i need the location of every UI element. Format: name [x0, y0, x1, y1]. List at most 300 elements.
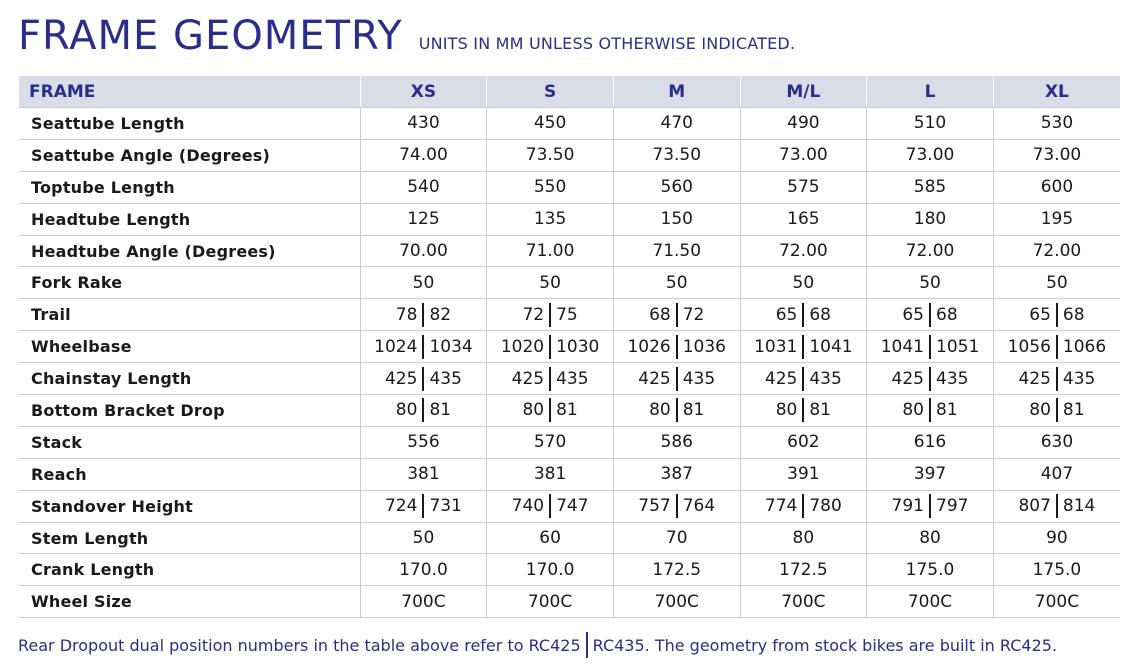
rc435-value: 81: [429, 400, 452, 421]
rc425-value: 425: [511, 368, 545, 389]
table-cell: [740, 108, 867, 140]
table-cell: [360, 299, 487, 331]
value-divider: [549, 398, 551, 422]
cell-value: 470: [660, 113, 693, 134]
table-cell: [360, 139, 487, 171]
rc435-value: 68: [1062, 304, 1085, 325]
cell-value: 135: [533, 209, 567, 230]
cell-value: 50: [539, 272, 561, 293]
table-cell: [613, 331, 740, 363]
table-cell: [613, 267, 740, 299]
geometry-table: [19, 76, 1120, 618]
table-cell: [613, 235, 740, 267]
table-body: [19, 108, 1120, 618]
cell-value: 630: [1040, 432, 1074, 453]
cell-value: 550: [533, 177, 567, 198]
table-cell: [360, 426, 487, 458]
dual-position-value: [776, 303, 831, 327]
column-header-size: M/L: [740, 76, 867, 108]
table-cell: [360, 586, 487, 618]
table-cell: [740, 426, 867, 458]
table-cell: [613, 426, 740, 458]
table-cell: [487, 139, 614, 171]
table-cell: [993, 331, 1120, 363]
cell-value: 700C: [654, 591, 699, 612]
table-cell: [993, 426, 1120, 458]
dual-position-value: [649, 303, 704, 327]
cell-value: 73.00: [1032, 145, 1082, 166]
table-cell: [867, 171, 994, 203]
dual-position-value: [512, 367, 589, 391]
rc425-value: 1031: [754, 336, 798, 357]
cell-value: 195: [1040, 209, 1074, 230]
row-label: Standover Height: [19, 490, 360, 522]
footnote-text-before: Rear Dropout dual position numbers in the table above refer to RC425: [18, 635, 581, 655]
table-cell: [613, 139, 740, 171]
table-cell: [613, 363, 740, 395]
value-divider: [549, 494, 551, 518]
cell-value: 70.00: [399, 241, 448, 261]
rc435-value: 1030: [556, 336, 600, 357]
cell-value: 125: [407, 209, 440, 230]
rc435-value: 82: [429, 304, 452, 325]
table-cell: [360, 490, 487, 522]
table-row: [19, 426, 1120, 458]
table-cell: [740, 490, 867, 522]
row-label: Stem Length: [19, 522, 360, 554]
table-cell: [740, 139, 867, 171]
table-cell: [740, 203, 867, 235]
table-cell: [740, 363, 867, 395]
rc425-value: 72: [522, 304, 545, 325]
rc435-value: 435: [556, 368, 589, 389]
cell-value: 80: [792, 528, 815, 549]
rc425-value: 1024: [374, 336, 418, 357]
units-note: UNITS IN MM UNLESS OTHERWISE INDICATED.: [418, 34, 796, 53]
table-cell: [487, 363, 614, 395]
rc425-value: 425: [891, 368, 924, 389]
dual-position-value: [892, 494, 969, 518]
cell-value: 150: [660, 209, 693, 230]
table-cell: [487, 586, 614, 618]
table-row: [19, 139, 1120, 171]
dual-position-value: [765, 494, 842, 518]
table-cell: [613, 395, 740, 427]
row-label: Trail: [19, 299, 360, 331]
rc425-value: 80: [395, 400, 418, 421]
cell-value: 172.5: [652, 559, 702, 580]
table-cell: [993, 522, 1120, 554]
table-cell: [487, 331, 614, 363]
table-cell: [487, 490, 614, 522]
cell-value: 570: [533, 432, 567, 453]
rc435-value: 1034: [429, 336, 473, 357]
rc425-value: 807: [1018, 496, 1051, 517]
cell-value: 172.5: [779, 559, 828, 580]
table-cell: [993, 235, 1120, 267]
dual-position-value: [1029, 303, 1084, 327]
rc425-value: 1056: [1007, 336, 1051, 357]
cell-value: 72.00: [905, 241, 955, 261]
table-cell: [867, 490, 994, 522]
table-cell: [613, 490, 740, 522]
cell-value: 430: [407, 113, 440, 134]
cell-value: 510: [913, 113, 947, 134]
table-cell: [867, 586, 994, 618]
value-divider: [676, 398, 678, 422]
table-cell: [993, 458, 1120, 490]
rc435-value: 797: [936, 496, 969, 517]
rc425-value: 724: [384, 496, 418, 517]
table-row: [19, 395, 1120, 427]
value-divider: [1056, 335, 1058, 359]
rc425-value: 425: [638, 368, 671, 389]
rc425-value: 425: [764, 368, 798, 389]
cell-value: 175.0: [905, 559, 955, 580]
rc435-value: 435: [809, 368, 842, 389]
table-cell: [867, 522, 994, 554]
footnote: [18, 632, 1057, 658]
value-divider: [549, 303, 551, 327]
table-cell: [740, 267, 867, 299]
rc425-value: 80: [1029, 400, 1051, 421]
value-divider: [549, 367, 551, 391]
dual-position-value: [902, 303, 957, 327]
table-row: [19, 490, 1120, 522]
cell-value: 450: [533, 113, 567, 134]
dual-position-value: [776, 398, 831, 422]
value-divider: [802, 303, 804, 327]
row-label: Reach: [19, 458, 360, 490]
table-cell: [360, 108, 487, 140]
row-label: Chainstay Length: [19, 363, 360, 395]
table-cell: [613, 554, 740, 586]
table-row: [19, 458, 1120, 490]
dual-position-value: [902, 398, 957, 422]
table-cell: [613, 458, 740, 490]
value-divider: [1056, 494, 1058, 518]
cell-value: 73.00: [779, 145, 828, 166]
rc435-value: 72: [682, 304, 705, 325]
table-cell: [867, 139, 994, 171]
table-cell: [993, 395, 1120, 427]
rc425-value: 791: [891, 496, 924, 517]
cell-value: 490: [787, 113, 820, 134]
dual-position-value: [627, 335, 726, 359]
rc435-value: 435: [682, 368, 716, 389]
rc425-value: 774: [764, 496, 798, 517]
table-cell: [867, 554, 994, 586]
row-label: Wheelbase: [19, 331, 360, 363]
value-divider: [422, 303, 424, 327]
value-divider: [676, 367, 678, 391]
footnote-divider: [586, 632, 588, 658]
table-cell: [487, 203, 614, 235]
cell-value: 170.0: [399, 559, 448, 580]
dual-position-value: [374, 335, 473, 359]
rc425-value: 757: [638, 496, 671, 517]
table-cell: [867, 458, 994, 490]
dual-position-value: [522, 303, 577, 327]
dual-position-value: [638, 494, 715, 518]
table-header-row: [19, 76, 1120, 108]
table-cell: [740, 554, 867, 586]
dual-position-value: [1008, 335, 1107, 359]
table-cell: [613, 299, 740, 331]
cell-value: 73.00: [905, 145, 955, 166]
rc425-value: 68: [649, 304, 671, 325]
table-cell: [613, 522, 740, 554]
table-row: [19, 267, 1120, 299]
dual-position-value: [892, 367, 969, 391]
table-cell: [487, 522, 614, 554]
cell-value: 73.50: [652, 145, 702, 166]
cell-value: 616: [913, 432, 947, 453]
rc435-value: 780: [809, 496, 842, 517]
cell-value: 71.00: [525, 241, 575, 261]
cell-value: 50: [412, 528, 435, 549]
rc435-value: 81: [682, 400, 705, 421]
cell-value: 530: [1040, 113, 1074, 134]
cell-value: 540: [407, 177, 440, 198]
cell-value: 175.0: [1032, 559, 1082, 580]
table-cell: [740, 235, 867, 267]
cell-value: 80: [919, 528, 941, 549]
cell-value: 50: [1046, 272, 1068, 293]
rc425-value: 80: [522, 400, 545, 421]
table-cell: [487, 267, 614, 299]
table-cell: [613, 586, 740, 618]
cell-value: 165: [787, 209, 820, 230]
table-cell: [993, 554, 1120, 586]
rc435-value: 435: [936, 368, 969, 389]
cell-value: 50: [412, 272, 435, 293]
cell-value: 381: [533, 464, 567, 485]
table-cell: [867, 331, 994, 363]
value-divider: [802, 398, 804, 422]
cell-value: 586: [660, 432, 693, 453]
dual-position-value: [385, 367, 462, 391]
table-cell: [487, 395, 614, 427]
page-header: [18, 13, 796, 59]
rc435-value: 81: [1062, 400, 1085, 421]
dual-position-value: [512, 494, 589, 518]
cell-value: 73.50: [525, 145, 575, 166]
table-row: [19, 108, 1120, 140]
table-cell: [740, 458, 867, 490]
dual-position-value: [881, 335, 980, 359]
dual-position-value: [754, 335, 853, 359]
table-cell: [360, 171, 487, 203]
dual-position-value: [396, 398, 451, 422]
cell-value: 170.0: [525, 559, 575, 580]
cell-value: 381: [407, 464, 440, 485]
value-divider: [802, 494, 804, 518]
table-cell: [487, 108, 614, 140]
page-title: FRAME GEOMETRY: [18, 13, 403, 59]
table-cell: [487, 554, 614, 586]
table-cell: [613, 171, 740, 203]
row-label: Bottom Bracket Drop: [19, 395, 360, 427]
table-cell: [740, 586, 867, 618]
rc435-value: 81: [809, 400, 831, 421]
rc425-value: 1026: [627, 336, 671, 357]
table-cell: [993, 108, 1120, 140]
value-divider: [929, 303, 931, 327]
cell-value: 70: [665, 528, 688, 549]
rc435-value: 764: [682, 496, 716, 517]
value-divider: [676, 303, 678, 327]
row-label: Stack: [19, 426, 360, 458]
dual-position-value: [638, 367, 715, 391]
row-label: Headtube Length: [19, 203, 360, 235]
column-header-frame: FRAME: [19, 76, 360, 108]
row-label: Headtube Angle (Degrees): [19, 235, 360, 267]
table-cell: [993, 171, 1120, 203]
table-cell: [360, 554, 487, 586]
dual-position-value: [1018, 367, 1095, 391]
rc435-value: 1066: [1062, 336, 1107, 357]
rc435-value: 68: [936, 304, 958, 325]
rc435-value: 747: [556, 496, 589, 517]
value-divider: [929, 367, 931, 391]
cell-value: 585: [913, 177, 947, 198]
cell-value: 575: [787, 177, 820, 198]
table-cell: [867, 267, 994, 299]
row-label: Crank Length: [19, 554, 360, 586]
table-cell: [360, 267, 487, 299]
table-cell: [867, 395, 994, 427]
table-cell: [993, 490, 1120, 522]
table-row: [19, 522, 1120, 554]
table-row: [19, 363, 1120, 395]
footnote-text-after: RC435. The geometry from stock bikes are built in RC425.: [592, 635, 1058, 655]
value-divider: [1056, 303, 1058, 327]
rc425-value: 80: [902, 400, 924, 421]
column-header-size: M: [613, 76, 740, 108]
rc435-value: 75: [556, 304, 578, 325]
rc435-value: 1041: [809, 336, 853, 357]
rc435-value: 435: [429, 368, 462, 389]
cell-value: 700C: [907, 591, 953, 612]
rc435-value: 68: [809, 304, 831, 325]
value-divider: [1056, 398, 1058, 422]
row-label: Fork Rake: [19, 267, 360, 299]
column-header-size: S: [487, 76, 614, 108]
table-cell: [740, 299, 867, 331]
table-row: [19, 586, 1120, 618]
value-divider: [929, 398, 931, 422]
table-cell: [613, 203, 740, 235]
rc425-value: 425: [384, 368, 418, 389]
dual-position-value: [396, 303, 451, 327]
rc425-value: 65: [775, 304, 798, 325]
cell-value: 50: [792, 272, 815, 293]
value-divider: [802, 335, 804, 359]
value-divider: [802, 367, 804, 391]
value-divider: [929, 494, 931, 518]
dual-position-value: [649, 398, 704, 422]
value-divider: [422, 335, 424, 359]
table-cell: [993, 299, 1120, 331]
table-cell: [487, 299, 614, 331]
cell-value: 180: [913, 209, 947, 230]
table-cell: [993, 139, 1120, 171]
row-label: Toptube Length: [19, 171, 360, 203]
table-row: [19, 171, 1120, 203]
cell-value: 556: [407, 432, 440, 453]
rc425-value: 78: [395, 304, 418, 325]
table-cell: [740, 171, 867, 203]
table-cell: [867, 299, 994, 331]
rc435-value: 814: [1062, 496, 1096, 517]
table-cell: [487, 426, 614, 458]
rc435-value: 81: [556, 400, 578, 421]
cell-value: 700C: [1034, 591, 1080, 612]
table-cell: [360, 235, 487, 267]
value-divider: [422, 494, 424, 518]
table-cell: [360, 203, 487, 235]
rc425-value: 1041: [880, 336, 924, 357]
table-cell: [867, 426, 994, 458]
column-header-size: L: [867, 76, 994, 108]
rc435-value: 1051: [936, 336, 980, 357]
table-row: [19, 554, 1120, 586]
cell-value: 600: [1040, 177, 1074, 198]
rc425-value: 1020: [500, 336, 545, 357]
table-cell: [867, 235, 994, 267]
dual-position-value: [522, 398, 577, 422]
cell-value: 407: [1040, 464, 1074, 485]
dual-position-value: [501, 335, 600, 359]
rc435-value: 731: [429, 496, 462, 517]
rc435-value: 1036: [682, 336, 726, 357]
dual-position-value: [385, 494, 462, 518]
cell-value: 397: [913, 464, 947, 485]
rc435-value: 81: [936, 400, 958, 421]
table-cell: [487, 458, 614, 490]
table-cell: [740, 522, 867, 554]
rc425-value: 65: [1029, 304, 1051, 325]
table-cell: [740, 331, 867, 363]
dual-position-value: [1018, 494, 1095, 518]
table-cell: [993, 586, 1120, 618]
rc425-value: 65: [902, 304, 924, 325]
cell-value: 560: [660, 177, 693, 198]
cell-value: 700C: [781, 591, 826, 612]
table-cell: [867, 108, 994, 140]
row-label: Seattube Angle (Degrees): [19, 139, 360, 171]
table-cell: [360, 458, 487, 490]
table-row: [19, 331, 1120, 363]
cell-value: 387: [660, 464, 693, 485]
table-cell: [487, 235, 614, 267]
value-divider: [929, 335, 931, 359]
cell-value: 90: [1046, 528, 1068, 549]
table-row: [19, 235, 1120, 267]
table-cell: [360, 522, 487, 554]
table-cell: [867, 203, 994, 235]
table-cell: [613, 108, 740, 140]
rc425-value: 80: [649, 400, 671, 421]
cell-value: 50: [919, 272, 941, 293]
cell-value: 60: [539, 528, 561, 549]
cell-value: 602: [787, 432, 820, 453]
table-cell: [360, 331, 487, 363]
dual-position-value: [1029, 398, 1084, 422]
row-label: Wheel Size: [19, 586, 360, 618]
column-header-size: XS: [360, 76, 487, 108]
